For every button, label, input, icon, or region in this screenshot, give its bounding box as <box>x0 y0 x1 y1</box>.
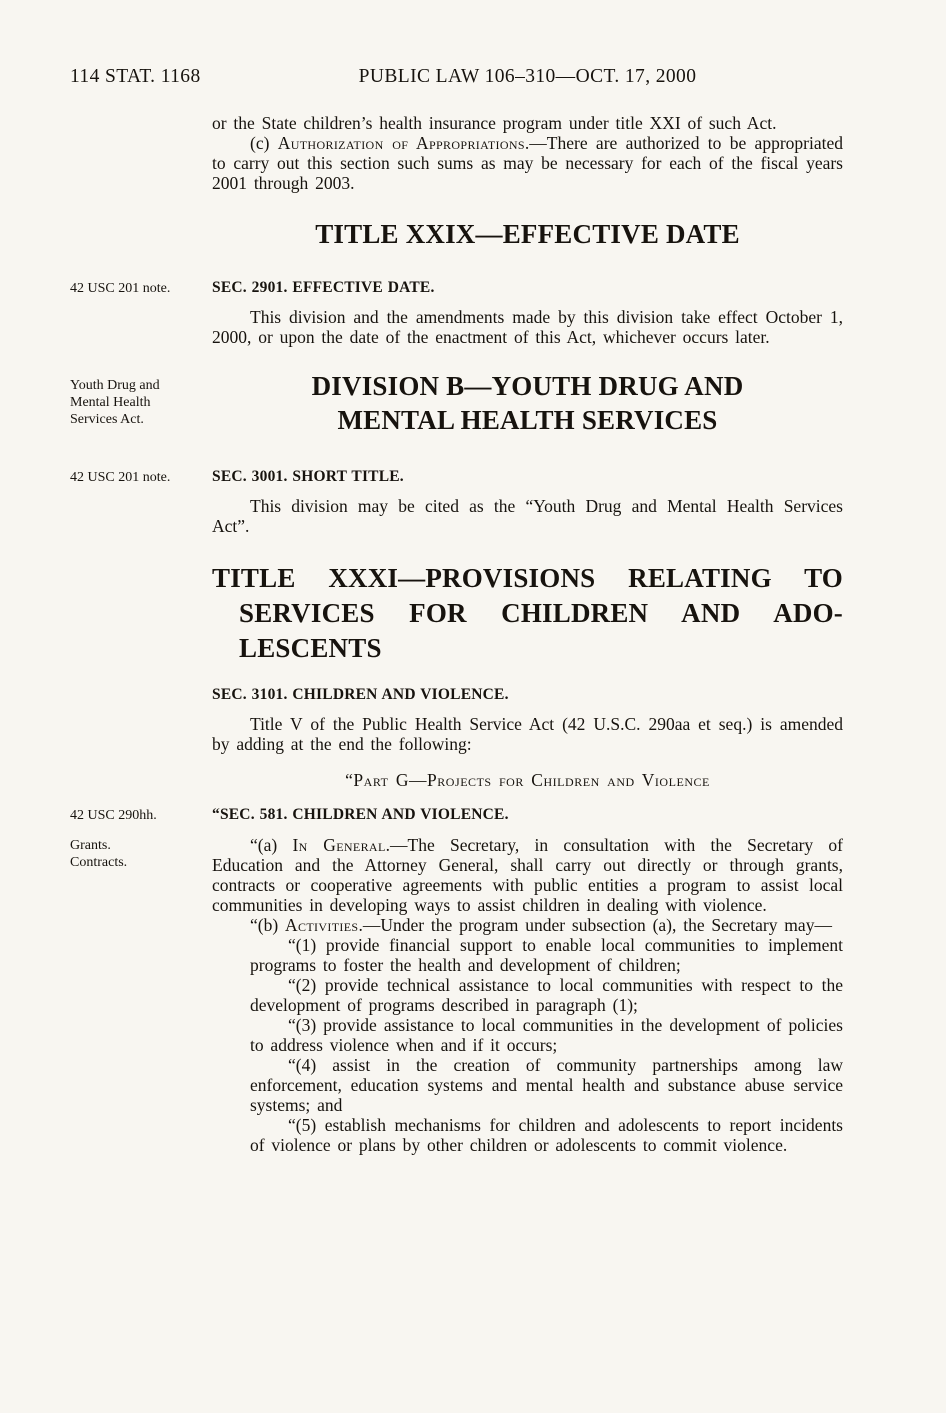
margin-note-line: Youth Drug and <box>70 378 160 393</box>
text-column <box>70 113 843 1155</box>
margin-note-division-b <box>70 377 208 428</box>
paragraph-prefix: (c) <box>250 133 278 153</box>
law-title: PUBLIC LAW 106–310—OCT. 17, 2000 <box>358 66 697 87</box>
division-b-heading-block <box>70 369 843 437</box>
paragraph-text: .—The Secretary, in consultation with the Secretary of Education and the Attorney General, shall carry out directly or through grants, contracts or cooperative agreements with public entities a program to assist local communities in developing ways to assist children in dealing with violence. <box>212 835 843 915</box>
title-xxxi-line1: TITLE XXXI—PROVISIONS RELATING TO <box>212 563 843 593</box>
part-g-heading: “Part G—Projects for Children and Violence <box>345 770 710 790</box>
division-b-heading-line2: MENTAL HEALTH SERVICES <box>337 405 718 435</box>
division-b-heading-line1: DIVISION B—YOUTH DRUG AND <box>311 371 744 401</box>
section-heading-2901: SEC. 2901. EFFECTIVE DATE. <box>212 279 435 296</box>
smallcaps-heading-text: In General <box>292 835 386 855</box>
paragraph-continuation: or the State children’s health insurance program under title XXI of such Act. <box>212 113 777 133</box>
clause-4: “(4) assist in the creation of community partnerships among law enforcement, education systems and mental health and substance abuse service systems; and <box>250 1055 843 1115</box>
paragraph-3101: Title V of the Public Health Service Act (42 U.S.C. 290aa et seq.) is amended by adding at the end the following: <box>212 714 843 754</box>
margin-note-line: Mental Health <box>70 395 151 410</box>
smallcaps-heading-text: Authorization of Appropriations <box>277 133 525 153</box>
paragraph-text: .—Under the program under subsection (a), the Secretary may— <box>358 915 832 935</box>
section-2901-block <box>70 278 843 298</box>
paragraph-prefix: “(b) <box>250 915 285 935</box>
clause-5: “(5) establish mechanisms for children and adolescents to report incidents of violence or plans by other children or adolescents to commit violence. <box>250 1115 843 1155</box>
paragraph-prefix: “(a) <box>250 835 293 855</box>
title-xxix-heading: TITLE XXIX—EFFECTIVE DATE <box>315 219 740 249</box>
title-xxxi-line2: SERVICES FOR CHILDREN AND ADO- <box>239 598 843 628</box>
clause-2: “(2) provide technical assistance to local communities with respect to the development of programs described in paragraph (1); <box>250 975 843 1015</box>
clause-3: “(3) provide assistance to local communities in the development of policies to address violence when and if it occurs; <box>250 1015 843 1055</box>
paragraph-581a <box>70 835 843 915</box>
stat-number: 114 STAT. 1168 <box>70 66 201 87</box>
smallcaps-heading-text: Activities <box>285 915 359 935</box>
section-3101-block <box>212 685 843 705</box>
section-heading-581: “SEC. 581. CHILDREN AND VIOLENCE. <box>212 806 509 823</box>
section-heading-3101: SEC. 3101. CHILDREN AND VIOLENCE. <box>212 686 509 703</box>
margin-note-usc-201-b: 42 USC 201 note. <box>70 470 171 485</box>
clause-1: “(1) provide financial support to enable local communities to implement programs to foster the health and development of children; <box>250 935 843 975</box>
margin-note-grants-contracts <box>70 837 208 871</box>
title-xxxi-line3: LESCENTS <box>239 633 382 663</box>
margin-note-usc-201-a: 42 USC 201 note. <box>70 281 171 296</box>
paragraph-3001: This division may be cited as the “Youth Drug and Mental Health Services Act”. <box>212 496 843 536</box>
section-581-block <box>70 805 843 825</box>
title-xxxi-heading <box>212 561 843 666</box>
margin-note-contracts: Contracts. <box>70 855 128 870</box>
margin-note-line: Services Act. <box>70 412 144 427</box>
paragraph-authorization <box>212 133 843 193</box>
paragraph-text: .—There are authorized to be appropriated to carry out this section such sums as may be necessary for each of the fiscal years 2001 through 2003. <box>212 133 843 193</box>
paragraph-2901: This division and the amendments made by this division take effect October 1, 2000, or upon the date of the enactment of this Act, whichever occurs later. <box>212 307 843 347</box>
section-heading-3001: SEC. 3001. SHORT TITLE. <box>212 468 404 485</box>
margin-note-usc-290hh: 42 USC 290hh. <box>70 808 157 823</box>
section-3001-block <box>70 467 843 487</box>
margin-note-grants: Grants. <box>70 838 111 853</box>
paragraph-581b <box>212 915 843 935</box>
